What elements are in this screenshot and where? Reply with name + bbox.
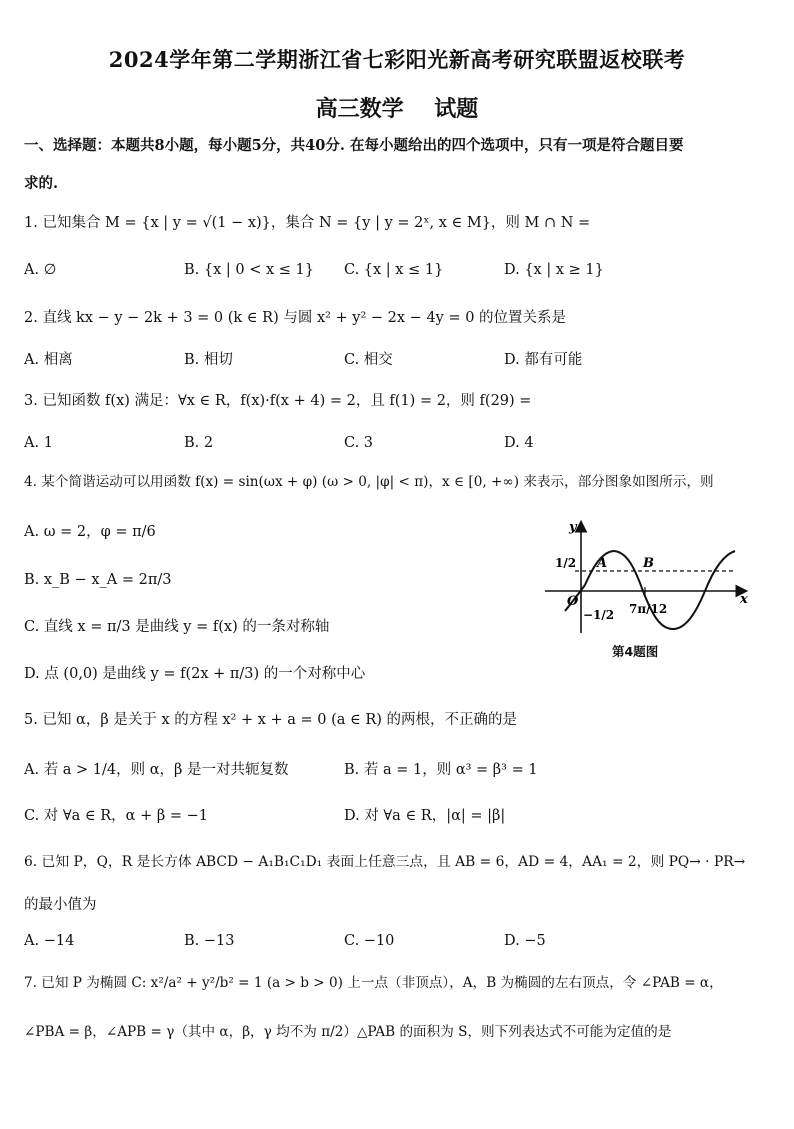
exam-subtitle: 高三数学 试题 [315, 96, 479, 122]
question-3-option-a[interactable]: A. 1 [24, 435, 53, 451]
question-6-stem-cont: 的最小值为 [24, 897, 97, 913]
question-4-option-b[interactable]: B. x_B − x_A = 2π/3 [24, 572, 172, 588]
question-5-option-a[interactable]: A. 若 a > 1/4，则 α，β 是一对共轭复数 [24, 762, 289, 778]
y-label: y [569, 520, 577, 535]
question-4-option-c[interactable]: C. 直线 x = π/3 是曲线 y = f(x) 的一条对称轴 [24, 619, 330, 635]
question-4-option-a[interactable]: A. ω = 2，φ = π/6 [24, 524, 156, 540]
figure-caption: 第4题图 [612, 644, 659, 659]
origin-label: O [567, 594, 579, 609]
question-2-option-b[interactable]: B. 相切 [184, 352, 233, 368]
question-2-stem: 2. 直线 kx − y − 2k + 3 = 0 (k ∈ R) 与圆 x² + y² − 2x − 4y = 0 的位置关系是 [24, 310, 567, 326]
question-5-option-d[interactable]: D. 对 ∀a ∈ R，|α| = |β| [344, 808, 506, 824]
question-7-stem: 7. 已知 P 为椭圆 C: x²/a² + y²/b² = 1 (a > b > 0) 上一点（非顶点），A，B 为椭圆的左右顶点，令 ∠PAB = α， [24, 975, 723, 991]
question-6-option-d[interactable]: D. −5 [504, 933, 546, 949]
question-7-stem-cont: ∠PBA = β，∠APB = γ（其中 α，β，γ 均不为 π/2）△PAB 的面积为 S，则下列表达式不可能为定值的是 [24, 1024, 672, 1040]
question-3-stem: 3. 已知函数 f(x) 满足：∀x ∈ R，f(x)·f(x + 4) = 2，且 f(1) = 2，则 f(29) = [24, 393, 532, 409]
question-3-option-d[interactable]: D. 4 [504, 435, 534, 451]
question-5-option-c[interactable]: C. 对 ∀a ∈ R，α + β = −1 [24, 808, 208, 824]
point-b-label: B [643, 556, 654, 571]
question-4-stem: 4. 某个简谐运动可以用函数 f(x) = sin(ωx + φ) (ω > 0, |φ| < π)，x ∈ [0, +∞) 来表示，部分图象如图所示，则 [24, 474, 714, 490]
question-5-option-b[interactable]: B. 若 a = 1，则 α³ = β³ = 1 [344, 762, 538, 778]
tick-label: 7π/12 [629, 602, 668, 616]
question-6-option-c[interactable]: C. −10 [344, 933, 395, 949]
question-6-option-b[interactable]: B. −13 [184, 933, 235, 949]
question-2-option-d[interactable]: D. 都有可能 [504, 352, 583, 368]
question-3-option-b[interactable]: B. 2 [184, 435, 214, 451]
exam-title: 2024学年第二学期浙江省七彩阳光新高考研究联盟返校联考 [108, 47, 686, 72]
question-1-option-c[interactable]: C. {x | x ≤ 1} [344, 262, 444, 278]
question-4-option-d[interactable]: D. 点 (0,0) 是曲线 y = f(2x + π/3) 的一个对称中心 [24, 666, 366, 682]
neg-half-label: −1/2 [583, 608, 615, 622]
question-2-option-a[interactable]: A. 相离 [24, 352, 73, 368]
question-5-stem: 5. 已知 α，β 是关于 x 的方程 x² + x + a = 0 (a ∈ R) 的两根，不正确的是 [24, 712, 518, 728]
question-2-option-c[interactable]: C. 相交 [344, 352, 393, 368]
question-1-option-a[interactable]: A. ∅ [24, 262, 57, 278]
section-heading-cont: 求的. [24, 175, 59, 192]
half-label: 1/2 [555, 556, 577, 570]
question-1-stem: 1. 已知集合 M = {x | y = √(1 − x)}，集合 N = {y | y = 2ˣ, x ∈ M}，则 M ∩ N = [24, 215, 591, 231]
question-1-option-b[interactable]: B. {x | 0 < x ≤ 1} [184, 262, 314, 278]
section-heading: 一、选择题：本题共8小题，每小题5分，共40分. 在每小题给出的四个选项中，只有一项是符合题目要 [24, 137, 684, 154]
point-a-label: A [597, 556, 608, 571]
x-label: x [740, 592, 748, 607]
question-3-option-c[interactable]: C. 3 [344, 435, 374, 451]
question-6-stem: 6. 已知 P，Q，R 是长方体 ABCD − A₁B₁C₁D₁ 表面上任意三点，且 AB = 6，AD = 4，AA₁ = 2，则 PQ→ · PR→ [24, 854, 746, 870]
question-1-option-d[interactable]: D. {x | x ≥ 1} [504, 262, 604, 278]
question-6-option-a[interactable]: A. −14 [24, 933, 75, 949]
